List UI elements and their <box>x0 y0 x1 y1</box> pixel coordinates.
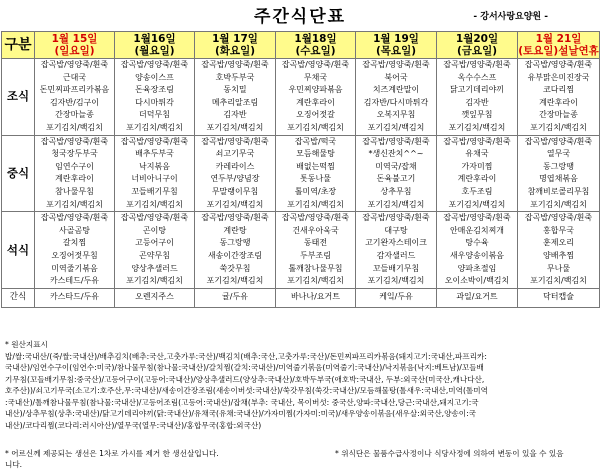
meal-body <box>2 59 600 289</box>
menu-item: 돈육불고기 <box>376 174 416 184</box>
origin-info <box>5 339 597 431</box>
snack-cell: 케잌/두유 <box>356 288 437 307</box>
menu-cell <box>276 135 356 212</box>
menu-item: 건새우아욱국 <box>292 225 339 235</box>
menu-item: 동그랑땡 <box>219 238 251 248</box>
menu-cell <box>195 135 276 212</box>
menu-item: 간장마늘종 <box>539 110 578 120</box>
menu-item: 북어국 <box>384 72 408 82</box>
weekly-menu-table <box>1 31 600 308</box>
menu-item: 훈제오리 <box>543 238 574 248</box>
origin-line: 국내산)/임연수구이(임연수:미국)/참나물무침(참나물:국내산)/갈치찜(갈치:국내산)/미역줄기볶음(미역줄기:국내산)/낙지볶음(낙지:베트남)/꼬들배 <box>5 363 484 372</box>
snack-cell: 오렌지주스 <box>115 288 195 307</box>
menu-cell <box>276 212 356 289</box>
menu-item: 포기김치/백김치 <box>287 199 344 209</box>
menu-item: 호박두부국 <box>215 72 255 82</box>
menu-item: 포기김치/백김치 <box>367 276 425 286</box>
menu-item: 포기김치/백김치 <box>530 276 587 286</box>
menu-item: 카스테드/두유 <box>49 276 100 286</box>
menu-item: 안매운김치찌개 <box>449 225 505 235</box>
menu-item: 잡곡밥/영양죽/흰죽 <box>524 60 593 69</box>
menu-item: 톳동나물 <box>300 174 331 184</box>
menu-item: 포기김치/백김치 <box>206 276 264 286</box>
menu-item: 포기김치/백김치 <box>367 199 425 209</box>
menu-item: 연두부/양념장 <box>210 174 260 184</box>
menu-item: 동태전 <box>303 238 328 248</box>
menu-cell <box>115 59 195 136</box>
menu-item: 돈민찌파프리카볶음 <box>39 85 110 95</box>
menu-item: 계란후라이 <box>539 97 578 107</box>
menu-item: 메추리알조림 <box>211 97 259 107</box>
menu-item: 쑥갓무침 <box>219 263 251 273</box>
menu-item: 양배추찜 <box>543 250 574 260</box>
menu-item: 열무국 <box>546 149 571 159</box>
menu-item: 옥수수스프 <box>457 72 497 82</box>
snack-cell: 바나나/요거트 <box>276 288 356 307</box>
snack-label: 간식 <box>2 288 35 307</box>
menu-item: 사골곰탕 <box>59 225 90 235</box>
menu-item: 유부맑은미진장국 <box>527 72 590 82</box>
snack-row <box>2 288 600 307</box>
menu-item: 임연수구이 <box>55 161 94 171</box>
menu-cell <box>115 135 195 212</box>
menu-item: 잡곡밥/영양죽/흰죽 <box>40 213 109 223</box>
menu-item: 포기김치/백김치 <box>367 122 425 132</box>
menu-item: 잡곡밥/영양죽/흰죽 <box>120 60 189 69</box>
meal-row <box>2 59 600 136</box>
origin-line: 호주산))/쇠고기무국(소고기:호주산,무:국내산)/새송이간장조림(새송이버섯:국내산)/쑥갓무침(쑥갓:국내산)/모듬해물탕(톨새우:국내산,미역(톨미역 <box>5 386 488 395</box>
menu-item: 꼬들배기무침 <box>131 186 178 196</box>
menu-item: 잡곡밥/영양죽/흰죽 <box>443 136 511 146</box>
menu-item: 포기김치/백김치 <box>206 199 264 209</box>
day-header: 1월 19일 (목요일) <box>356 32 437 59</box>
menu-item: 계란후라이 <box>55 174 94 184</box>
origin-line: 내산)/코다리찜(코다리:러시아산)/열무국(열무:국내산)/홍합무국(홍합:외국산) <box>5 420 262 430</box>
menu-item: 청국장두부국 <box>51 149 98 159</box>
day-header: 1월 21일 (토요일)설날연휴 <box>518 32 599 57</box>
menu-item: 무말랭이무침 <box>211 186 259 196</box>
menu-item: 잡곡밥/영양죽/흰죽 <box>362 136 430 146</box>
menu-item: 다시마튀각 <box>135 97 174 107</box>
menu-item: 대구탕 <box>384 225 408 235</box>
menu-item: 유채국 <box>465 149 489 159</box>
menu-item: 잡곡밥/영양죽/흰죽 <box>201 136 269 146</box>
meal-row <box>2 135 600 212</box>
menu-item: 미역줄기볶음 <box>51 263 98 273</box>
note-menu-change: * 위식단은 물품수급사정이나 식당사정에 의하여 변동이 있을 수 있음 <box>335 449 564 458</box>
menu-item: 미역국/잡채 <box>375 161 417 171</box>
menu-item: 잡곡밥/영양죽/흰죽 <box>443 60 511 69</box>
menu-item: 잡곡밥/영양죽/흰죽 <box>362 213 430 223</box>
menu-item: 김자반/김구이 <box>49 97 100 107</box>
meal-label: 중식 <box>2 135 35 212</box>
menu-item: 배없는떡찜 <box>296 161 335 171</box>
menu-item: 오징어젓갈 <box>296 110 335 120</box>
menu-item: 깻잎무침 <box>461 110 493 120</box>
day-header: 1월20일 (금요일) <box>437 32 518 59</box>
menu-item: 모듬해물탕 <box>296 149 335 159</box>
snack-cell: 과일/요거트 <box>437 288 518 307</box>
menu-item: 근대국 <box>62 72 87 82</box>
title-bar <box>0 0 600 30</box>
menu-item: 동치밀 <box>223 85 247 95</box>
menu-item: 꼬들배기무침 <box>372 263 420 273</box>
menu-item: 가자미찜 <box>461 161 493 171</box>
menu-item: 코다리찜 <box>543 85 574 95</box>
menu-cell <box>356 59 437 136</box>
meal-label: 석식 <box>2 212 35 289</box>
menu-item: 잡곡밥/영양죽/흰죽 <box>201 60 269 69</box>
menu-cell <box>276 59 356 136</box>
menu-item: 곤이탕 <box>142 225 167 235</box>
menu-item: 포기김치/백김치 <box>530 122 587 132</box>
menu-item: 명엽채볶음 <box>539 174 578 184</box>
menu-item: 고기완자스테이크 <box>365 238 427 248</box>
menu-cell <box>437 212 518 289</box>
menu-item: 양상추샐러드 <box>131 263 178 273</box>
menu-item: 톨깨참나물무침 <box>288 263 343 273</box>
menu-item: 양파초절임 <box>457 263 497 273</box>
origin-line: 밥/쌀:국내산/(죽/쌀:국내산)/배추김치(배추:국산,고춧가루:국산)/백김치(배추:국산,고춧가루:국산)/돈민찌파프리카볶음(돼지고기:국내산,파프리카: <box>5 351 487 361</box>
menu-cell <box>437 59 518 136</box>
snack-cell: 카스타드/두유 <box>35 288 115 307</box>
menu-item: 포기김치/백김치 <box>287 276 344 286</box>
menu-item: 김자반/다시마튀각 <box>363 97 429 107</box>
header-row <box>2 32 600 59</box>
menu-cell <box>195 212 276 289</box>
menu-item: 잡곡밥/영양죽/흰죽 <box>40 60 109 69</box>
menu-item: 포기김치/백김치 <box>448 199 506 209</box>
header-gubun: 구분 <box>2 32 35 59</box>
menu-item: 고등어구이 <box>135 238 174 248</box>
menu-item: 잡곡밥/영양죽/흰죽 <box>362 60 430 69</box>
menu-item: 무채국 <box>303 72 328 82</box>
origin-line: :국내산)/톨깨참나물무침(참나물:국내산)/고등어조림(고등어:국내산)/잡채(부추: 국내산, 목이버섯: 중국산,양파:국내산,당근:국내산,돼지고기:국 <box>5 397 479 407</box>
menu-cell <box>115 212 195 289</box>
menu-item: 계란후라이 <box>296 97 335 107</box>
menu-item: 잡곡밥/영양죽/흰죽 <box>120 213 189 223</box>
snack-cell: 닥터캡슐 <box>518 288 600 307</box>
menu-item: 포기김치/백김치 <box>46 199 103 209</box>
menu-item: *생신잔치^^~ <box>368 149 424 159</box>
menu-item: 낙지볶음 <box>139 161 170 171</box>
menu-item: 곤약무침 <box>139 250 170 260</box>
origin-line: 내산)/상추무침(상추:국내산)/닭고기데리야끼(닭:국내산)/유채국(유채:국내산)/가자미찜(가자미:미국)/새우양송이볶음(새우살:외국산,양송이:국 <box>5 409 476 418</box>
menu-cell <box>356 135 437 212</box>
menu-item: 새우양송이볶음 <box>449 250 505 260</box>
menu-item: 감자샐러드 <box>376 250 416 260</box>
snack-cell: 귤/두유 <box>195 288 276 307</box>
menu-cell <box>195 59 276 136</box>
menu-cell <box>35 212 115 289</box>
menu-item: 잡곡밥/영양죽/흰죽 <box>524 213 593 223</box>
origin-heading: * 원산지표시 <box>5 340 48 349</box>
menu-item: 포기김치/백김치 <box>287 122 344 132</box>
menu-item: 오징어젓무침 <box>51 250 98 260</box>
meal-label: 조식 <box>2 59 35 136</box>
day-header: 1월18일 (수요일) <box>276 32 356 59</box>
menu-item: 포기김치/백김치 <box>126 276 183 286</box>
menu-item: 잡곡밥/영양죽/흰죽 <box>201 213 269 223</box>
menu-item: 참깨비로콜리무침 <box>527 186 590 196</box>
menu-item: 잡곡밥/영양죽/흰죽 <box>281 213 350 223</box>
day-header: 1월 17일 (화요일) <box>195 32 276 59</box>
day-header: 1월16일 (월요일) <box>115 32 195 59</box>
menu-cell <box>437 135 518 212</box>
menu-item: 잡곡밥/영양죽/흰죽 <box>524 136 593 146</box>
menu-item: 포기김치/백김치 <box>530 199 587 209</box>
day-header: 1월 15일 (일요일) <box>35 32 115 59</box>
menu-item: 홍합무국 <box>543 225 574 235</box>
menu-item: 계란후라이 <box>457 174 497 184</box>
page-title: 주간식단표 <box>253 7 347 27</box>
menu-item: 간장마늘종 <box>55 110 94 120</box>
menu-item: 무나물 <box>546 263 571 273</box>
menu-item: 계란탕 <box>223 225 247 235</box>
menu-item: 닭고기데리야끼 <box>449 85 505 95</box>
meal-row <box>2 212 600 289</box>
origin-line: 기무침(꼬들배기무침:중국산)/고등어구이(고등어:국내산)/양상추샐러드(양상추:국내산)/호박두부국(애호박:국내산, 두부:외국산(미국산,캐나다산, <box>5 374 485 384</box>
menu-item: 잡곡밥/영양죽/흰죽 <box>120 136 189 146</box>
menu-item: 더덕무침 <box>139 110 170 120</box>
menu-item: 잡곡밥/영양죽/흰죽 <box>443 213 511 223</box>
menu-item: 새송이간장조림 <box>207 250 263 260</box>
menu-item: 두부조림 <box>300 250 331 260</box>
menu-item: 상추무침 <box>380 186 412 196</box>
menu-item: 참나물무침 <box>55 186 94 196</box>
menu-item: 카레라이스 <box>215 161 255 171</box>
menu-item: 잡곡밥/영양죽/흰죽 <box>40 136 109 146</box>
menu-item: 치즈계란말이 <box>372 85 420 95</box>
menu-item: 포기김치/백김치 <box>206 122 264 132</box>
menu-item: 잡곡밥/떡국 <box>294 136 337 146</box>
organization-name: - 강서사랑요양원 - <box>473 12 548 22</box>
menu-item: 오이소박이/백김치 <box>444 276 510 286</box>
menu-item: 포기김치/백김치 <box>46 122 103 132</box>
menu-item: 오복지무침 <box>376 110 416 120</box>
menu-item: 탕수육 <box>465 238 489 248</box>
menu-item: 포기김치/백김치 <box>448 122 506 132</box>
menu-cell <box>518 212 600 289</box>
menu-item: 쇠고기무국 <box>215 149 255 159</box>
note-continuation: 니다. <box>5 460 23 469</box>
menu-item: 갈치찜 <box>62 238 87 248</box>
menu-cell <box>356 212 437 289</box>
menu-item: 우민찌양파볶음 <box>288 85 343 95</box>
menu-item: 너비아니구이 <box>131 174 178 184</box>
menu-item: 톨미역/초장 <box>294 186 337 196</box>
menu-item: 돈육장조림 <box>135 85 174 95</box>
menu-item: 김자반 <box>465 97 489 107</box>
menu-cell <box>518 59 600 136</box>
menu-item: 포기김치/백김치 <box>126 199 183 209</box>
menu-item: 포기김치/백김치 <box>126 122 183 132</box>
menu-item: 잡곡밥/영양죽/흰죽 <box>281 60 350 69</box>
menu-item: 양송이스프 <box>135 72 174 82</box>
menu-item: 동그랑땡 <box>543 161 574 171</box>
menu-item: 김자반 <box>223 110 247 120</box>
note-fish: * 어르신께 제공되는 생선은 1차로 가시를 제거 한 생선살입니다. <box>5 449 219 458</box>
menu-cell <box>35 59 115 136</box>
menu-item: 배추두부국 <box>135 149 174 159</box>
menu-cell <box>518 135 600 212</box>
menu-cell <box>35 135 115 212</box>
menu-item: 호두조림 <box>461 186 493 196</box>
